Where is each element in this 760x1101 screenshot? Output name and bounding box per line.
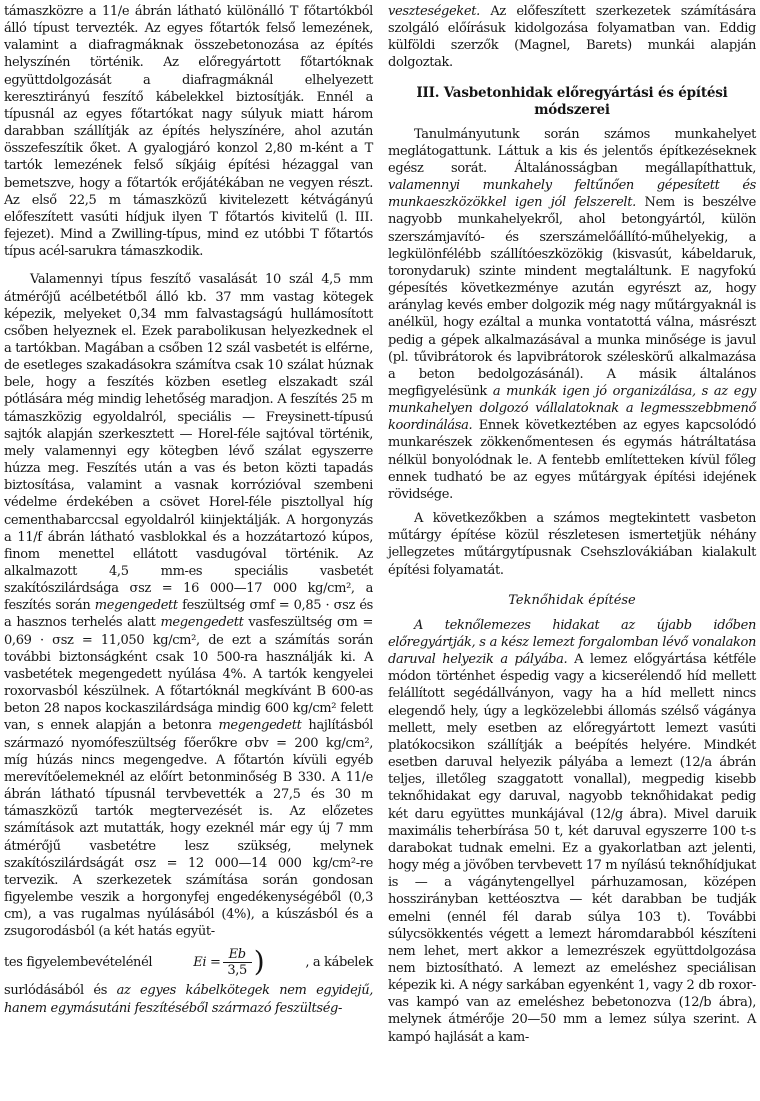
right-column [388,3,756,1046]
emphasis: megengedett [160,615,244,631]
emphasis: megengedett [94,598,178,614]
paragraph-losses [4,982,373,1016]
text-run: Tanulmányutunk során számos munkahelyet meglátogattunk. Láttuk a kis és jelentős építkezéseknek egész sorát. Általánosságban megállapíthattuk, [388,126,756,176]
subsection-heading: Teknőhidak építése [508,592,636,608]
emphasis: a munkák igen jó organizálása, s az egy munkahelyen dolgozó vállalatoknak a legmesszebbmenő koordinálása. [388,383,757,434]
formula-denominator: 3,5 [227,962,247,978]
formula [193,947,264,978]
emphasis: A teknőlemezes hidakat az újabb időben előregyártják, s a kész lemezt forgalomban lévő vonalakon daruval helyezik a pályába. [388,617,756,668]
text-run: A lemez előgyártása kétféle módon történhet éspedig vagy a kicserélendő híd mellett felállított segédállványon, vagy ha a híd mellett nincs elegendő hely, úgy a legközelebbi állomás szélső vágánya mellett, mely esetben az előregyártott lemezt vasúti platókocsikon szállítják a beépítés helyére. Mindkét esetben daruval helyezik pályába a lemezt (12/a ábrán teljes, illetőleg szaggatott vonallal), megpedig kisebb teknőhidakat egy daruval, nagyobb teknőhidakat pedig két daru együttes munkájával (12/g ábra). Mivel daruik maximális teherbírása 50 t, két daruval egyszerre 100 t-s darabokat tudnak emelni. Ez a gyakorlatban azt jelenti, hogy még a jövőben tervbevett 17 m nyílású teknőhídjukat is — a vágánytengellyel párhuzamosan, középen hosszirányban kettéosztva — két darabban be tudják emelni (ennél fél darab súlya 103 t). További súlycsökkentés végett a lemezt háromdarabból készíteni nem lehet, mert akkor a lemezrészek együttdolgozása nem biztosítható. A lemezt az emeléshez speciálisan képezik ki. A négy sarkában egyenként 1, vagy 2 db roxor-vas kampó van az emeléshez bebetonozva (12/b ábra), melynek átmérője 20—50 mm a lemez súlya szerint. A kampó hajlását a kam- [388,652,756,1045]
paragraph-trough-bridges [388,617,756,1046]
formula-line [4,942,373,982]
text-run: Nem is beszélve nagyobb munkahelyekről, ahol betongyártól, külön szerszámjavító- és szerszámelőállító-műhelyekig, a legkülönfélébb szállítóeszközökig (kisvasút, kábeldaruk, toronydaruk) szinte mindent megtaláltunk. E nagyfokú gépesítés következménye azután egyrészt az, hogy aránylag kevés ember dolgozik még nagy műtárgyaknál is anélkül, hogy ezáltal a munka vontatottá válna, másrészt pedig a gépek alkalmazásával a munka minősége is javul (pl. tűvibrátorok és lapvibrátorok széleskörű alkalmazása a beton bedolgozásánál). A másik általános megfigyelésünk [388,195,756,399]
paragraph-following: A következőkben a számos megtekintett vasbeton műtárgy építése közül részletesen ismertetjük néhány jellegzetes műtárgytípusnak Csehszlovákiában kialakult építési folyamatát. [388,511,756,578]
formula-numerator: Eb [223,947,252,963]
text-run: feszültség σmf = 0,85 · σsz és a hasznos terhelés alatt [4,598,373,631]
formula-fraction [223,947,252,978]
emphasis: veszteségeket. [388,4,480,19]
text-run: hajlításból származó nyomófeszültség főerőkre σbv = 200 kg/cm², míg húzás nincs megengedve. A főtartón kívüli egyéb merevítőelemeknél az előírt betonminőség B 330. A 11/e ábrán látható típusnál tervbevették a 27,5 és 30 m támaszközű tartók megtervezését is. Az előzetes számítások azt mutatták, hogy ezeknél már egy új 7 mm átmérőjű vasbetétre lesz szükség, melynek szakítószilárdságát σsz = 12 000—14 000 kg/cm²-re tervezik. A szerkezetek számítása során gondosan figyelembe veszik a horgonyfej engedékenységéből (0,3 cm), a vas rugalmas nyúlásából (4%), a kúszásból és a zsugorodásból (a két hatás együt- [4,718,373,940]
formula-lead-text: tes figyelembevételénél [4,954,153,970]
text-run: Ennek következtében az egyes kapcsolódó munkarészek zökkenőmentesen és egymás hátráltatása nélkül bonyolódnak le. A fentebb említetteken kívül főleg ennek tudható be az egyes műtárgyak építési idejének rövidsége. [388,418,756,502]
emphasis: megengedett [218,718,302,734]
paragraph-losses-continued [388,3,756,72]
text-run: surlódásából és [4,983,117,999]
formula-trail-text: , a kábelek [305,954,373,970]
paragraph-study-trip [388,126,756,503]
paragraph-truss-types: támaszközre a 11/e ábrán látható különálló T főtartókból álló típust tervezték. Az egyes főtartók felső lemezének, valamint a diafragmáknak összebetonozása az építés helyszínén történik. Az előregyártott főtartóknak együttdolgozását a diafragmáknál elhelyezett keresztirányú feszítő kábelekkel biztosítják. Ennél a típusnál az egyes főtartókat nagy súlyuk miatt három darabban szállítják az építés helyszínére, ahol azután összefeszítik őket. A gyalogjáró konzol 2,80 m-ként a T tartók lemezének felső síkjáig építési hézaggal van bemetszve, hogy a főtartók erőjátékában ne vegyen részt. Az első 22,5 m támaszközű kivitelezett kétvágányú előfeszített vasúti hídjuk ilyen T főtartós kivitelű (l. III. fejezet). Mind a Zwilling-típus, mind ez utóbbi T főtartós típus acél-sarukra támaszkodik. [4,4,373,260]
emphasis: valamennyi munkahely feltűnően gépesített és munkaeszközökkel igen jól felszerelt. [388,178,756,211]
emphasis: az egyes kábelkötegek nem egyidejű, hanem egymásutáni feszítéséből származó feszültség- [4,983,373,1016]
formula-paren: ) [253,945,265,979]
text-run: Valamennyi típus feszítő vasalását 10 szál 4,5 mm átmérőjű acélbetétből álló kb. 37 mm vastag kötegek képezik, melyeket 0,34 mm falvastagságú hullámosított csőben helyeznek el. Ezek parabolikusan helyezkednek el a tartókban. Magában a csőben 12 szál vasbetét is elférne, de esetleges szakadásokra számítva csak 10 szálat húznak bele, hogy a feszítés közben esetleg elszakadt szál pótlására még mindig lehetőség maradjon. A feszítés 25 m támaszközig egyoldalról, speciális — Freysinett-típusú sajtók alapján szerkesztett — Horel-féle sajtóval történik, mely valamennyi egy kötegben lévő szálat egyszerre húzza meg. Feszítés után a vas és beton közti tapadás biztosítása, valamint a vasnak korrózióval szembeni védelme érdekében a csövet Horel-féle pisztollyal híg cementhabarccsal egyoldalról kiinjektálják. A horgonyzás a 11/f ábrán látható vasblokkal és a hozzátartozó kúpos, finom menettel ellátott vasdugóval történik. Az alkalmazott 4,5 mm-es speciális vasbetét szakítószilárdsága σsz = 16 000—17 000 kg/cm², a feszítés során [4,272,373,614]
paragraph-prestressing [4,271,373,940]
text-run: Az előfeszített szerkezetek számítására szolgáló előírásuk kidolgozása folyamatban van. Eddig külföldi szerzők (Magnel, Barets) munkái alapján dolgoztak. [388,4,756,71]
left-column [4,3,373,1017]
text-run: vasfeszültség σm = 0,69 · σsz = 11,050 kg/cm², de ezt a számítás során további biztonságként csak 10 500-ra használják ki. A vasbetétek megengedett nyúlása 4%. A tartók kengyelei roxorvasból készülnek. A főtartóknál megkívánt B 600-as beton 28 napos kockaszilárdsága mindig 600 kg/cm² felett van, s ennek alapján a betonra [4,615,374,734]
formula-lhs: Ei = [193,954,221,970]
section-heading: III. Vasbetonhidak előregyártási és építési módszerei [416,84,728,118]
